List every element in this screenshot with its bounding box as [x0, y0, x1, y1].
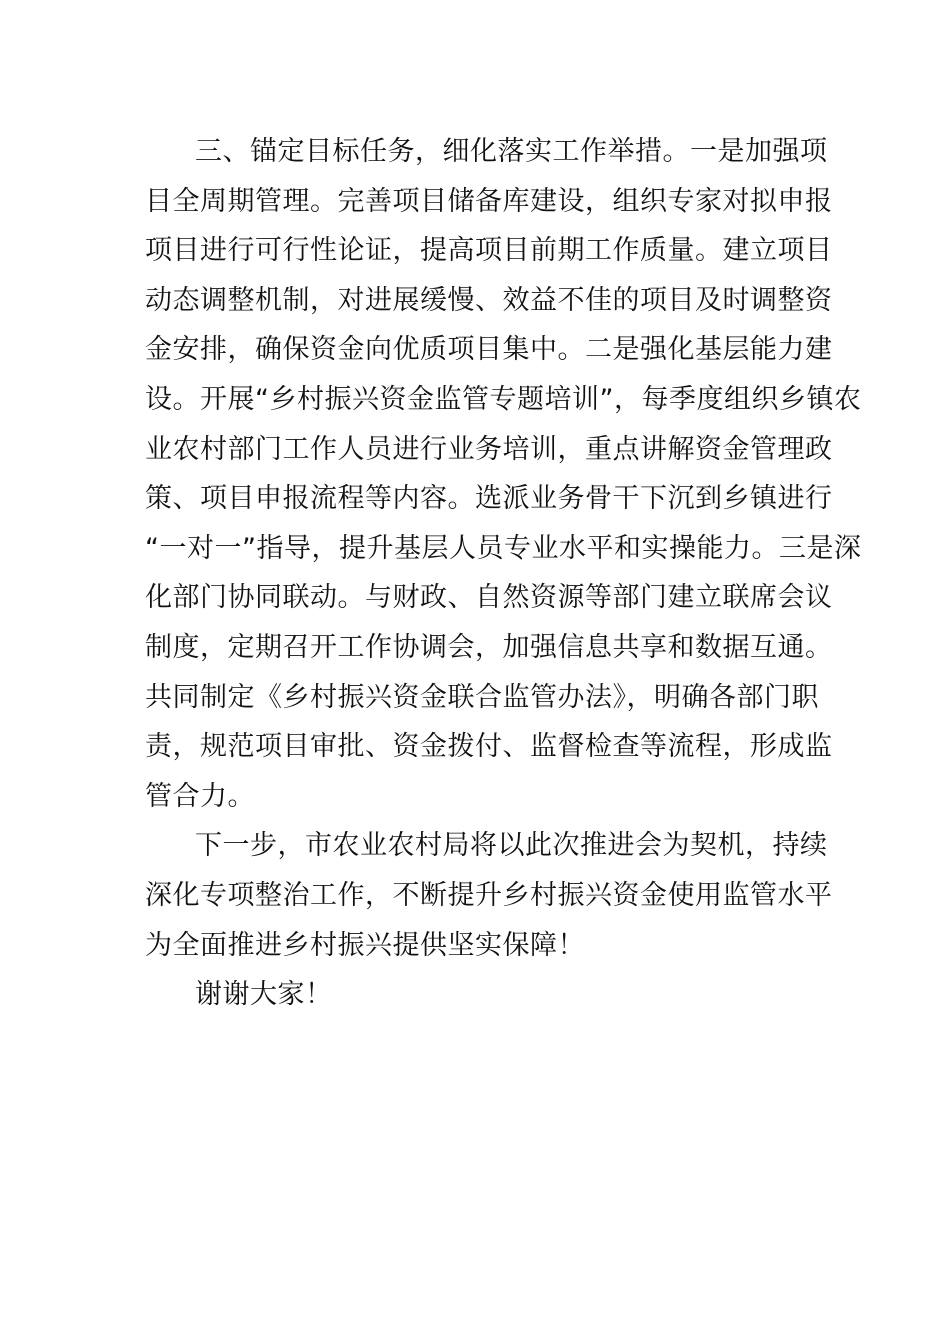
text-line: 三、锚定目标任务，细化落实工作举措。一是加强项 [195, 136, 828, 167]
text-line: 金安排，确保资金向优质项目集中。二是强化基层能力建 [145, 334, 833, 366]
text-line: 化部门协同联动。与财政、自然资源等部门建立联席会议 [145, 582, 833, 614]
text-line: 深化专项整治工作，不断提升乡村振兴资金使用监管水平 [145, 879, 833, 911]
text-line: 目全周期管理。完善项目储备库建设，组织专家对拟申报 [145, 185, 833, 217]
text-line: 制度，定期召开工作协调会，加强信息共享和数据互通。 [145, 631, 833, 663]
text-line: 责，规范项目审批、资金拨付、监督检查等流程，形成监 [145, 731, 833, 763]
text-line: 下一步，市农业农村局将以此次推进会为契机，持续 [195, 830, 828, 862]
text-line: 为全面推进乡村振兴提供坚实保障！ [145, 929, 585, 961]
paragraph-closing [145, 970, 807, 1020]
paragraph-tasks [145, 127, 862, 821]
text-line: “一对一”指导，提升基层人员专业水平和实操能力。三是深 [145, 532, 862, 564]
document-body [145, 127, 862, 1020]
text-line: 业农村部门工作人员进行业务培训，重点讲解资金管理政 [145, 433, 833, 465]
text-line: 谢谢大家！ [195, 979, 333, 1011]
text-line: 管合力。 [145, 780, 255, 812]
paragraph-next-step [145, 821, 833, 970]
text-line: 共同制定《乡村振兴资金联合监管办法》，明确各部门职 [145, 681, 819, 713]
text-line: 策、项目申报流程等内容。选派业务骨干下沉到乡镇进行 [145, 483, 833, 515]
text-line: 设。开展“乡村振兴资金监管专题培训”，每季度组织乡镇农 [145, 383, 862, 415]
text-line: 动态调整机制，对进展缓慢、效益不佳的项目及时调整资 [145, 284, 833, 316]
text-line: 项目进行可行性论证，提高项目前期工作质量。建立项目 [145, 235, 833, 267]
